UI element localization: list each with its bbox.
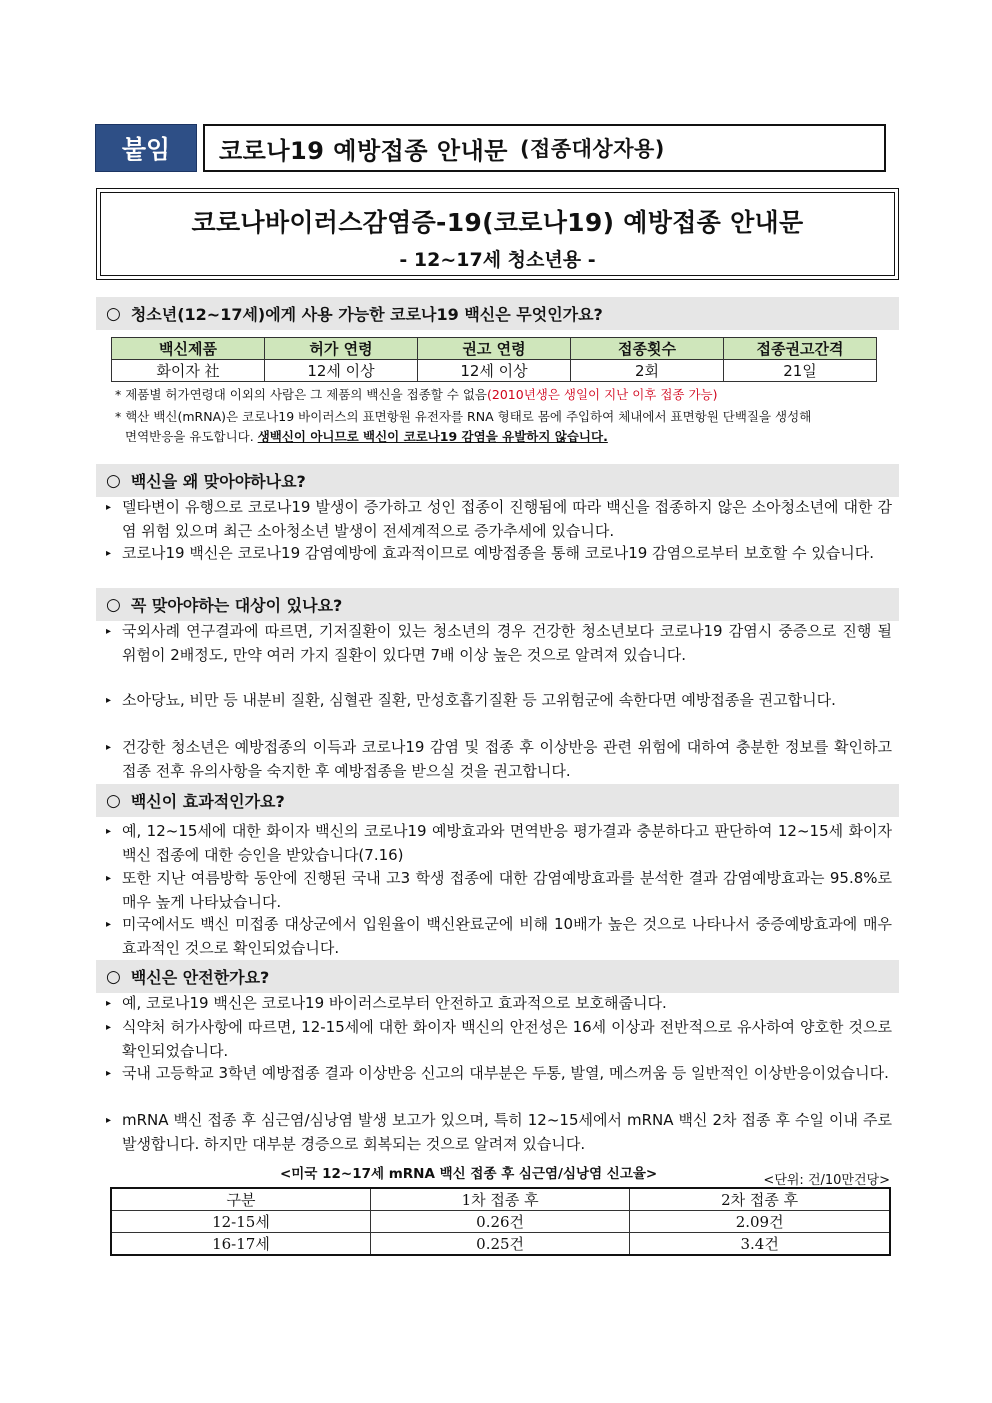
header-title: 코로나19 예방접종 안내문 <box>219 136 508 165</box>
vaccine-table <box>111 337 877 382</box>
table-header-cell: 권고 연령 <box>418 338 571 360</box>
table-cell: 3.4건 <box>630 1233 890 1256</box>
table-unit: <단위: 건/10만건당> <box>763 1173 890 1188</box>
table-cell: 12-15세 <box>111 1211 370 1233</box>
list-item-text: 코로나19 백신은 코로나19 감염예방에 효과적이므로 예방접종을 통해 코로나19 감염으로부터 보호할 수 있습니다. <box>122 544 875 562</box>
table-header-row <box>112 338 877 360</box>
list-item-text: 예, 12~15세에 대한 화이자 백신의 코로나19 예방효과와 면역반응 평가결과 충분하다고 판단하여 12~15세 화이자 백신 접종에 대한 승인을 받았습니다(7.16) <box>122 822 892 864</box>
table-cell: 2회 <box>571 360 724 382</box>
section-heading-effective <box>96 784 899 817</box>
triangle-bullet-icon: ▸ <box>106 1022 112 1033</box>
table-header-cell: 접종권고간격 <box>724 338 877 360</box>
footnote-mrna <box>115 407 895 447</box>
list-item <box>106 820 892 867</box>
table-cell: 0.26건 <box>370 1211 629 1233</box>
section-heading-text: 청소년(12~17세)에게 사용 가능한 코로나19 백신은 무엇인가요? <box>130 305 603 324</box>
table-row <box>111 1233 890 1256</box>
section-heading-text: 백신은 안전한가요? <box>130 968 270 987</box>
footnote-text: 면역반응을 유도합니다. <box>125 429 254 444</box>
document-title-box <box>96 188 899 280</box>
table-caption: <미국 12~17세 mRNA 백신 접종 후 심근염/심낭염 신고율> <box>280 1166 658 1182</box>
section-heading-vaccines <box>96 297 899 330</box>
header-title-box <box>203 124 886 172</box>
table-cell: 16-17세 <box>111 1233 370 1256</box>
table-row <box>111 1211 890 1233</box>
table-header-cell: 백신제품 <box>112 338 265 360</box>
list-item-text: mRNA 백신 접종 후 심근염/심낭염 발생 보고가 있으며, 특히 12~15세에서 mRNA 백신 2차 접종 후 수일 이내 주로 발생합니다. 하지만 대부분 경증으로 회복되는 것으로 알려져 있습니다. <box>122 1111 892 1153</box>
triangle-bullet-icon: ▸ <box>106 1068 112 1079</box>
circle-bullet-icon: ○ <box>106 966 121 987</box>
list-item <box>106 1016 892 1063</box>
list-item-text: 또한 지난 여름방학 동안에 진행된 국내 고3 학생 접종에 대한 감염예방효과를 분석한 결과 감염예방효과는 95.8%로 매우 높게 나타났습니다. <box>122 869 892 911</box>
list-item-text: 국내 고등학교 3학년 예방접종 결과 이상반응 신고의 대부분은 두통, 발열, 메스꺼움 등 일반적인 이상반응이었습니다. <box>122 1064 889 1082</box>
list-item <box>106 1062 892 1086</box>
list-item-text: 미국에서도 백신 미접종 대상군에서 입원율이 백신완료군에 비해 10배가 높은 것으로 나타나서 중증예방효과에 매우 효과적인 것으로 확인되었습니다. <box>122 915 892 957</box>
section-heading-text: 꼭 맞아야하는 대상이 있나요? <box>130 596 343 615</box>
document-title-inner <box>100 192 895 276</box>
document-title: 코로나바이러스감염증-19(코로나19) 예방접종 안내문 <box>191 208 804 237</box>
footnote-age <box>115 385 895 405</box>
circle-bullet-icon: ○ <box>106 790 121 811</box>
triangle-bullet-icon: ▸ <box>106 548 112 559</box>
list-item <box>106 992 892 1016</box>
circle-bullet-icon: ○ <box>106 303 121 324</box>
table-header-cell: 2차 접종 후 <box>630 1188 890 1211</box>
table-row <box>112 360 877 382</box>
table-cell: 화이자 社 <box>112 360 265 382</box>
triangle-bullet-icon: ▸ <box>106 1115 112 1126</box>
triangle-bullet-icon: ▸ <box>106 742 112 753</box>
table-header-cell: 접종횟수 <box>571 338 724 360</box>
triangle-bullet-icon: ▸ <box>106 695 112 706</box>
section-heading-safe <box>96 960 899 993</box>
triangle-bullet-icon: ▸ <box>106 826 112 837</box>
list-item-text: 건강한 청소년은 예방접종의 이득과 코로나19 감염 및 접종 후 이상반응 관련 위험에 대하여 충분한 정보를 확인하고 접종 전후 유의사항을 숙지한 후 예방접종을 받으실 것을 권고합니다. <box>122 738 892 780</box>
list-item <box>106 496 892 543</box>
circle-bullet-icon: ○ <box>106 594 121 615</box>
table-header-cell: 허가 연령 <box>265 338 418 360</box>
section-heading-text: 백신을 왜 맞아야하나요? <box>130 472 306 491</box>
triangle-bullet-icon: ▸ <box>106 998 112 1009</box>
footnote-line <box>115 427 895 447</box>
section-heading-text: 백신이 효과적인가요? <box>130 792 285 811</box>
section-heading-target <box>96 588 899 621</box>
document-subtitle: - 12~17세 청소년용 - <box>399 249 596 271</box>
footnote-bold-text: 생백신이 아니므로 백신이 코로나19 감염을 유발하지 않습니다. <box>257 429 608 444</box>
list-item <box>106 867 892 914</box>
table-header-cell: 구분 <box>111 1188 370 1211</box>
circle-bullet-icon: ○ <box>106 470 121 491</box>
triangle-bullet-icon: ▸ <box>106 626 112 637</box>
table-cell: 2.09건 <box>630 1211 890 1233</box>
list-item <box>106 913 892 960</box>
list-item-text: 국외사례 연구결과에 따르면, 기저질환이 있는 청소년의 경우 건강한 청소년보다 코로나19 감염시 중증으로 진행 될 위험이 2배정도, 만약 여러 가지 질환이 있다면 7배 이상 높은 것으로 알려져 있습니다. <box>122 622 892 664</box>
header-title-small: (접종대상자용) <box>519 137 665 161</box>
table-cell: 21일 <box>724 360 877 382</box>
footnote-red-text: (2010년생은 생일이 지난 이후 접종 가능) <box>487 387 718 402</box>
footnote-text: * 제품별 허가연령대 이외의 사람은 그 제품의 백신을 접종할 수 없음 <box>115 387 488 402</box>
triangle-bullet-icon: ▸ <box>106 873 112 884</box>
table-cell: 12세 이상 <box>265 360 418 382</box>
section-heading-why <box>96 464 899 497</box>
triangle-bullet-icon: ▸ <box>106 919 112 930</box>
list-item-text: 식약처 허가사항에 따르면, 12-15세에 대한 화이자 백신의 안전성은 16세 이상과 전반적으로 유사하여 양호한 것으로 확인되었습니다. <box>122 1018 892 1060</box>
list-item <box>106 1109 892 1156</box>
list-item-text: 소아당뇨, 비만 등 내분비 질환, 심혈관 질환, 만성호흡기질환 등 고위험군에 속한다면 예방접종을 권고합니다. <box>122 691 836 709</box>
myocarditis-table <box>110 1187 891 1256</box>
list-item <box>106 736 892 783</box>
table-header-row <box>111 1188 890 1211</box>
attachment-header <box>95 124 886 172</box>
table-cell: 12세 이상 <box>418 360 571 382</box>
footnote-text: * 핵산 백신(mRNA)은 코로나19 바이러스의 표면항원 유전자를 RNA 형태로 몸에 주입하여 체내에서 표면항원 단백질을 생성해 <box>115 409 812 424</box>
table-cell: 0.25건 <box>370 1233 629 1256</box>
list-item-text: 델타변이 유행으로 코로나19 발생이 증가하고 성인 접종이 진행됨에 따라 백신을 접종하지 않은 소아청소년에 대한 감염 위험 있으며 최근 소아청소년 발생이 전세계적으로 증가추세에 있습니다. <box>122 498 892 540</box>
table-header-cell: 1차 접종 후 <box>370 1188 629 1211</box>
list-item <box>106 542 892 566</box>
list-item-text: 예, 코로나19 백신은 코로나19 바이러스로부터 안전하고 효과적으로 보호해줍니다. <box>122 994 667 1012</box>
list-item <box>106 620 892 667</box>
list-item <box>106 689 892 713</box>
attachment-tag: 붙임 <box>95 124 197 172</box>
triangle-bullet-icon: ▸ <box>106 502 112 513</box>
